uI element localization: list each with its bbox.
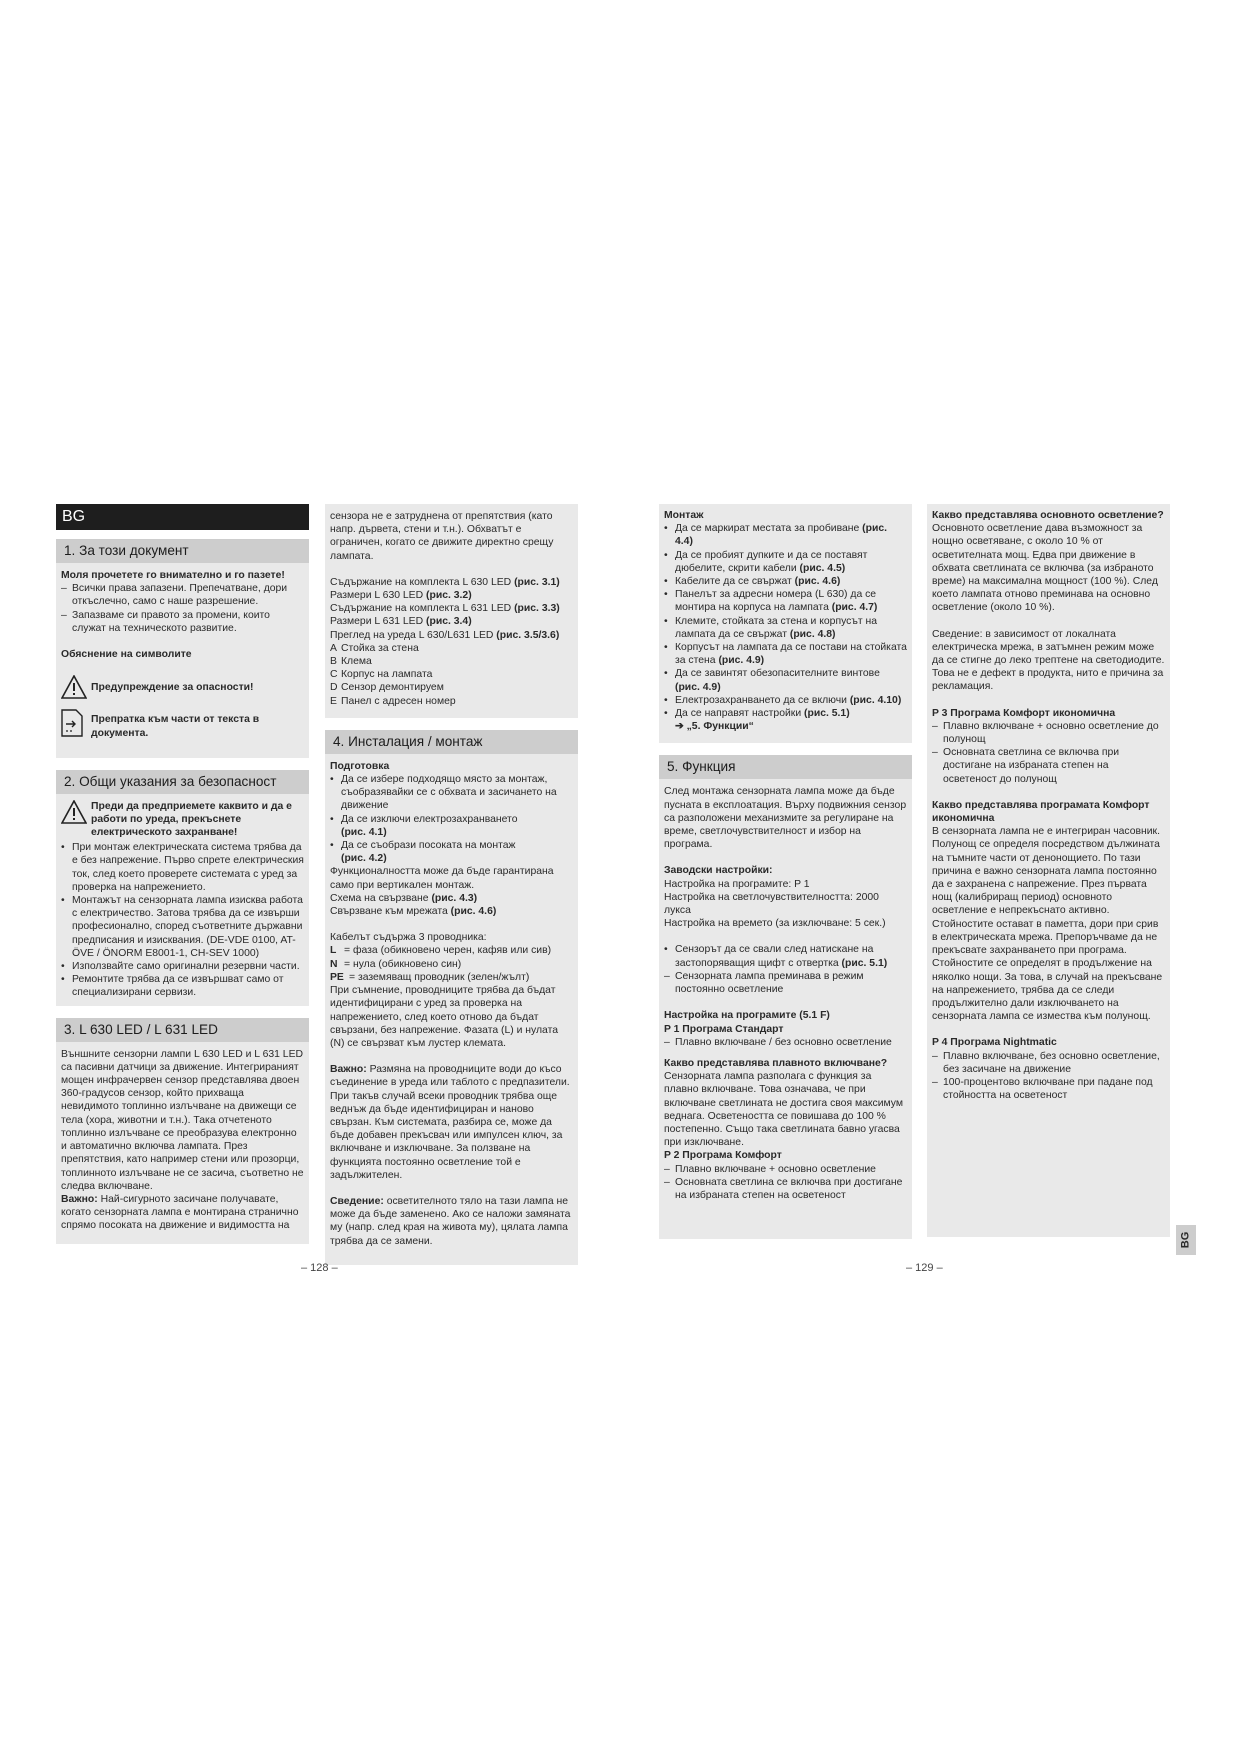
- figure-ref-line: Преглед на уреда L 630/L631 LED: [330, 629, 497, 641]
- figure-ref: (рис. 3.3): [514, 603, 560, 615]
- side-tab-label: BG: [1179, 1231, 1192, 1249]
- figure-ref: (рис. 3.5/3.6): [496, 629, 560, 641]
- column-2-top: [325, 504, 578, 718]
- page-number-left: – 128 –: [301, 1262, 338, 1274]
- list-item: Да се съобрази посоката на монтаж: [341, 840, 516, 852]
- figure-ref: (рис. 4.7): [831, 602, 878, 614]
- legend-key: D: [330, 682, 338, 694]
- figure-ref: (рис. 3.1): [514, 576, 560, 588]
- list-item: Плавно включване, без основно осветление, без засичане на движение: [943, 1050, 1160, 1075]
- wire-value: = фаза (обикновено черен, кафяв или сив): [344, 945, 552, 957]
- section-1: 1. За този документ Моля прочетете го внимателно и го пазете! – Всички права запазени. Препечатване, дори откъслечно, само с наше разрешение. – Запазваме си правото за промени, които служат на техническото развитие. Обяснение на символите Предупреждение за опасности! Препратка към части от текста в документа.: [56, 539, 309, 758]
- eco-text: В сензорната лампа не е интегриран часовник. Полунощ се определя посредством дължината на тъмните части от денонощието. По тази причина е важно сензорната лампа постоянно да е захранена с напрежение. През първата нощ (калибриращ период) основното осветление е непрекъснато активно. Стойностите остават в паметта, дори при срив в електрическата мрежа. Препоръчваме да не прекъсвате захранването при програма. Стойностите се определят в продължение на няколко нощи. За това, в случай на прекъсване на напрежението, трябва да се следи продължително дали изключването на сензорната лампа се измества към полунощ.: [932, 826, 1163, 1023]
- figure-ref: (рис. 4.8): [789, 628, 836, 640]
- column-1: [56, 504, 309, 1251]
- list-item: Сензорът да се свали след натискане на застопоряващия щифт с отвертка: [675, 944, 874, 969]
- figure-ref: (рис. 3.4): [426, 616, 472, 628]
- figure-ref: (рис. 4.9): [675, 681, 721, 693]
- wire-key: N: [330, 958, 338, 970]
- legend-value: Сензор демонтируем: [341, 682, 444, 694]
- cross-reference-link[interactable]: ➔ „5. Функции“: [675, 721, 754, 733]
- figure-ref: (рис. 4.6): [794, 576, 841, 588]
- list-item: Запазваме си правото за промени, които служат на техническото развитие.: [72, 609, 270, 634]
- wire-key: PE: [330, 971, 344, 983]
- important-text: Най-сигурното засичане получавате, когато сензорната лампа е монтирана странично спрямо посоката на движение и видимостта на: [61, 1193, 299, 1232]
- document-reference-icon: [61, 709, 91, 741]
- section-1-title: 1. За този документ: [56, 539, 309, 563]
- figure-ref: (рис. 4.6): [450, 906, 497, 918]
- p1-title: P 1 Програма Стандарт: [664, 1023, 784, 1035]
- important-label: Важно:: [61, 1193, 98, 1205]
- functionality-text: Функционалността може да бъде гарантирана само при вертикален монтаж.: [330, 866, 554, 891]
- section-3-title: 3. L 630 LED / L 631 LED: [56, 1018, 309, 1042]
- legend-key: E: [330, 695, 337, 707]
- figure-ref: (рис. 4.10): [849, 694, 902, 706]
- list-item: Основната светлина се включва при достигане на избраната степен на осветеност до полунощ: [943, 747, 1120, 785]
- program-settings-title: Настройка на програмите (5.1 F): [664, 1010, 830, 1022]
- symbols-title: Обяснение на символите: [61, 649, 192, 661]
- symbol-warning-label: Предупреждение за опасности!: [91, 682, 254, 694]
- figure-ref: (рис. 5.1): [841, 957, 888, 969]
- legend-key: A: [330, 642, 337, 654]
- list-item: Кабелите да се свържат: [675, 576, 795, 588]
- figure-ref: (рис. 4.1): [341, 826, 387, 838]
- list-item: 100-процентово включване при падане под стойността на осветеност: [943, 1076, 1153, 1102]
- section-3: [56, 1018, 309, 1244]
- p4-title: P 4 Програма Nightmatic: [932, 1037, 1057, 1049]
- list-item: Сензорната лампа преминава в режим постоянно осветление: [675, 970, 864, 996]
- figure-ref-line: Размери L 631 LED: [330, 616, 427, 628]
- list-item: Да се избере подходящо място за монтаж, съобразявайки се с обхвата и засичането на движение: [341, 774, 557, 812]
- note-text: Сведение: в зависимост от локалната електрическа мрежа, в затъмнен режим може да се стигне до леко трептене на светодиодите. Това не е дефект в продукта, нито е причина за рекламация.: [932, 628, 1165, 693]
- note-text: осветителното тяло на тази лампа не може да бъде заменено. Ако се наложи замяната му (напр. след края на живота му), цялата лампа трябва да се замени.: [330, 1195, 571, 1247]
- language-side-tab: [1176, 1225, 1196, 1255]
- note-label: Сведение:: [330, 1195, 384, 1207]
- list-item: Да се направят настройки: [675, 708, 805, 720]
- eco-title: Какво представлява програмата Комфорт икономична: [932, 799, 1150, 825]
- list-item: Да се изключи електрозахранването: [341, 813, 518, 825]
- list-item: Ремонтите трябва да се извършват само от специализирани сервизи.: [72, 974, 284, 999]
- figure-ref: (рис. 4.3): [431, 892, 478, 904]
- figure-ref-line: Съдържание на комплекта L 631 LED: [330, 603, 515, 615]
- figure-ref: (рис. 4.9): [718, 655, 765, 667]
- section-5-title: 5. Функция: [659, 755, 912, 779]
- basic-light-title: Какво представлява основното осветление?: [932, 510, 1164, 521]
- warning-icon: [61, 800, 91, 828]
- factory-settings-title: Заводски настройки:: [664, 865, 773, 877]
- sensor-continued-text: сензора не е затруднена от препятствия (като напр. дървета, стени и т.н.). Обхватът е ограничен, когато се движите директно срещу лампата.: [330, 511, 554, 562]
- list-item: Плавно включване + основно осветление до полунощ: [943, 720, 1159, 746]
- section-2: 2. Общи указания за безопасност Преди да предприемете каквито и да е работи по уреда, прекъснете електрическото захранване! • При монтаж електрическата система трябва да е без напрежение. Първо спрете електрическия ток, след което проверете системата с уред за проверка на напрежението. • Монтажът на сензорната лампа изисква работа с електричество. Затова трябва да се извърши професионално, според съответните държавни предписания и изисквания. (DE-VDE 0100, AT-ÖVE / ÖNORM E8001-1, CH-SEV 1000) • Използвайте само оригинални резервни части. • Ремонтите трябва да се извършват само от специализирани сервизи.: [56, 770, 309, 1006]
- figure-ref: (рис. 4.5): [799, 562, 846, 574]
- legend-value: Панел с адресен номер: [341, 695, 456, 707]
- section-4: 4. Инсталация / монтаж Подготовка • Да се избере подходящо място за монтаж, съобразявайки се с обхвата и засичането на движение • Да се изключи електрозахранването (рис. 4.1) • Да се съобрази посоката на монтаж (рис. 4.2) Функционалността може да бъде гарантирана само при вертикален монтаж. Схема на свързване (рис. 4.3) Свързване към мрежата (рис. 4.6) Кабелът съдържа 3 проводника: L = фаза (обикновено черен, кафяв или сив) N = нула (обикновено син) PE = заземяващ проводник (зелен/жълт) При съмнение, проводниците трябва да бъдат идентифицирани с уред за проверка на напрежението, след което отново да бъдат свързани, без напрежение. Фазата (L) и нулата (N) се свързват към лустер клемата. Важно: Размяна на проводниците води до късо съединение в уреда или таблото с предпазители. При такъв случай всеки проводник трябва още веднъж да бъде идентифициран и наново свързан. Към системата, разбира се, може да бъде добавен прекъсвач или импулсен ключ, за включване и изключване. За ползване на функцията постоянно осветление той е задължителен. Сведение: осветителното тяло на тази лампа не може да бъде заменено. Ако се наложи замяната му (напр. след края на живота му), цялата лампа трябва да се замени.: [325, 730, 578, 1265]
- legend-value: Клема: [341, 656, 372, 668]
- list-item: Електрозахранването да се включи: [675, 694, 850, 706]
- list-item: Клемите, стойката за стена и корпусът на лампата да се свържат: [675, 615, 878, 640]
- section-3-body: Външните сензорни лампи L 630 LED и L 631 LED са пасивни датчици за движение. Интегрираният мощен инфрачервен сензор представлява двоен 360-градусов сензор, който прихваща невидимото топлинно излъчване на движещи се тела (хора, животни и т.н.). Така отчетеното топлинно излъчване се преобразува електронно и автоматично включва лампата. През препятствия, като например стени или прозорци, топлинното излъчване не се засича, съответно не следва включване.: [61, 1048, 304, 1192]
- factory-setting: Настройка на времето (за изключване: 5 сек.): [664, 918, 886, 930]
- page-number-right: – 129 –: [906, 1262, 943, 1274]
- section-2-title: 2. Общи указания за безопасност: [56, 770, 309, 794]
- p3-title: P 3 Програма Комфорт икономична: [932, 707, 1116, 719]
- factory-setting: Настройка на светлочувствителността: 2000 лукса: [664, 891, 879, 917]
- figure-ref: (рис. 3.2): [426, 590, 472, 602]
- list-item: При монтаж електрическата система трябва да е без напрежение. Първо спрете електрическия ток, след което проверете системата с уред за проверка на напрежението.: [72, 842, 304, 893]
- important-label: Важно:: [330, 1064, 367, 1076]
- list-item: Основната светлина се включва при достигане на избраната степен на осветеност: [675, 1176, 903, 1201]
- list-item: Да се маркират местата за пробиване: [675, 523, 863, 535]
- list-item: Плавно включване / без основно осветление: [675, 1036, 892, 1048]
- p2-title: P 2 Програма Комфорт: [664, 1150, 782, 1162]
- figure-ref-line: Съдържание на комплекта L 630 LED: [330, 576, 515, 588]
- wire-value: = нула (обикновено син): [344, 958, 462, 970]
- figure-ref: (рис. 4.4): [675, 523, 888, 548]
- wire-key: L: [330, 945, 337, 957]
- safety-warning: Преди да предприемете каквито и да е работи по уреда, прекъснете електрическото захранване!: [91, 800, 292, 839]
- legend-value: Корпус на лампата: [341, 669, 433, 681]
- factory-setting: Настройка на програмите: P 1: [664, 878, 810, 890]
- list-item: Корпусът на лампата да се постави на стойката за стена: [675, 642, 907, 667]
- cable-text: Кабелът съдържа 3 проводника:: [330, 932, 487, 944]
- figure-ref: (рис. 4.2): [341, 853, 387, 865]
- section-5: 5. Функция След монтажа сензорната лампа може да бъде пусната в експлоатация. Върху подвижния сензор са разположени механизмите за регулиране на време, светлочувствителност и избор на програма. Заводски настройки: Настройка на програмите: P 1 Настройка на светлочувствителността: 2000 лукса Настройка на времето (за изключване: 5 сек.) • Сензорът да се свали след натискане на застопоряващия щифт с отвертка (рис. 5.1) – Сензорната лампа преминава в режим постоянно осветление Настройка на програмите (5.1 F) P 1 Програма Стандарт – Плавно включване / без основно осветление Какво представлява плавното включване? Сензорната лампа разполага с функция за плавно включване. Това означава, че при включване светлината не достига своя максимум веднага. Осветеността се повишава до 100 % постепенно. Също така светлината бавно угасва при изключване. P 2 Програма Комфорт – Плавно включване + основно осветление – Основната светлина се включва при достигане на избраната степен на осветеност: [659, 755, 912, 1239]
- important-text: Размяна на проводниците води до късо съединение в уреда или таблото с предпазители. При такъв случай всеки проводник трябва още веднъж да бъде идентифициран и наново свързан. Към системата, разбира се, може да бъде добавен прекъсвач или импулсен ключ, за включване и изключване. За ползване на функцията постоянно осветление той е задължителен.: [330, 1064, 570, 1181]
- smooth-start-text: Сензорната лампа разполага с функция за плавно включване. Това означава, че при включване светлината не достига своя максимум веднага. Осветеността се повишава до 100 % постепенно. Също така светлината бавно угасва при изключване.: [664, 1071, 904, 1149]
- mounting-block: Монтаж • Да се маркират местата за пробиване (рис. 4.4) • Да се пробият дупките и да се поставят дюбелите, скрити кабели (рис. 4.5) • Кабелите да се свържат (рис. 4.6) • Панелът за адресни номера (L 630) да се монтира на корпуса на лампата (рис. 4.7) • Клемите, стойката за стена и корпусът на лампата да се свържат (рис. 4.8) • Корпусът на лампата да се постави на стойката за стена (рис. 4.9) • Да се завинтят обезопасителните винтове (рис. 4.9) • Електрозахранването да се включи (рис. 4.10) • Да се направят настройки (рис. 5.1) ➔ „5. Функции“: [659, 504, 912, 743]
- list-item: Плавно включване + основно осветление: [675, 1163, 876, 1175]
- list-item: Монтажът на сензорната лампа изисква работа с електричество. Затова трябва да се извърши професионално, според съответните държавни предписания и изисквания. (DE-VDE 0100, AT-ÖVE / ÖNORM E8001-1, CH-SEV 1000): [72, 895, 303, 959]
- mounting-title: Монтаж: [664, 510, 704, 521]
- preparation-title: Подготовка: [330, 760, 390, 772]
- list-item: Да се пробият дупките и да се поставят дюбелите, скрити кабели: [675, 549, 868, 574]
- section-4-title: 4. Инсталация / монтаж: [325, 730, 578, 754]
- language-badge: BG: [56, 504, 309, 530]
- column-4: Какво представлява основното осветление? Основното осветление дава възможност за нощно осветяване, с около 10 % от осветителната мощ. Едва при движение в обхвата светлината се включва (за избраното време) на максимална мощност (100 %). След което лампата отново преминава на основно осветление (около 10 %). Сведение: в зависимост от локалната електрическа мрежа, в затъмнен режим може да се стигне до леко трептене на светодиодите. Това не е дефект в продукта, нито е причина за рекламация. P 3 Програма Комфорт икономична – Плавно включване + основно осветление до полунощ – Основната светлина се включва при достигане на избраната степен на осветеност до полунощ Какво представлява програмата Комфорт икономична В сензорната лампа не е интегриран часовник. Полунощ се определя посредством дължината на тъмните части от денонощието. По тази причина е важно сензорната лампа постоянно да е захранена с напрежение. През първата нощ (калибриращ период) основното осветление е непрекъснато активно. Стойностите остават в паметта, дори при срив в електрическата мрежа. Препоръчваме да не прекъсвате захранването при програма. Стойностите се определят в продължение на няколко нощи. За това, в случай на прекъсване на напрежението, трябва да се следи продължително дали изключването на сензорната лампа се измества към полунощ. P 4 Програма Nightmatic – Плавно включване, без основно осветление, без засичане на движение – 100-процентово включване при падане под стойността на осветеност: [927, 504, 1170, 1237]
- warning-icon: [61, 675, 91, 703]
- legend-value: Стойка за стена: [341, 642, 419, 654]
- symbol-reference-label: Препратка към части от текста в документа.: [91, 714, 260, 739]
- legend-key: C: [330, 669, 338, 681]
- smooth-start-title: Какво представлява плавното включване?: [664, 1057, 888, 1069]
- figure-ref-line: Размери L 630 LED: [330, 590, 427, 602]
- list-item: Да се завинтят обезопасителните винтове: [675, 668, 880, 680]
- list-item: Използвайте само оригинални резервни части.: [72, 961, 300, 973]
- column-2: [325, 504, 578, 1251]
- basic-light-text: Основното осветление дава възможност за нощно осветяване, с около 10 % от осветителната мощ. Едва при движение в обхвата светлината се включва (за избраното време) на максимална мощност (100 %). След което лампата отново преминава на основно осветление (около 10 %).: [932, 523, 1158, 614]
- section-5-intro: След монтажа сензорната лампа може да бъде пусната в експлоатация. Върху подвижния сензор са разположени механизмите за регулиране на време, светлочувствителност и избор на програма.: [664, 786, 907, 851]
- doubt-text: При съмнение, проводниците трябва да бъдат идентифицирани с уред за проверка на напрежението, след което отново да бъдат свързани, без напрежение. Фазата (L) и нулата (N) се свързват към лустер клемата.: [330, 985, 559, 1049]
- list-item: Всички права запазени. Препечатване, дори откъслечно, само с наше разрешение.: [72, 583, 288, 608]
- column-3: [659, 504, 912, 1251]
- section-1-intro: Моля прочетете го внимателно и го пазете!: [61, 570, 285, 581]
- list-item: Панелът за адресни номера (L 630) да се монтира на корпуса на лампата: [675, 589, 877, 614]
- figure-ref: (рис. 5.1): [804, 708, 850, 720]
- legend-key: B: [330, 656, 337, 668]
- scheme-text: Схема на свързване: [330, 892, 432, 904]
- connect-text: Свързване към мрежата: [330, 906, 451, 918]
- wire-value: = заземяващ проводник (зелен/жълт): [349, 971, 530, 983]
